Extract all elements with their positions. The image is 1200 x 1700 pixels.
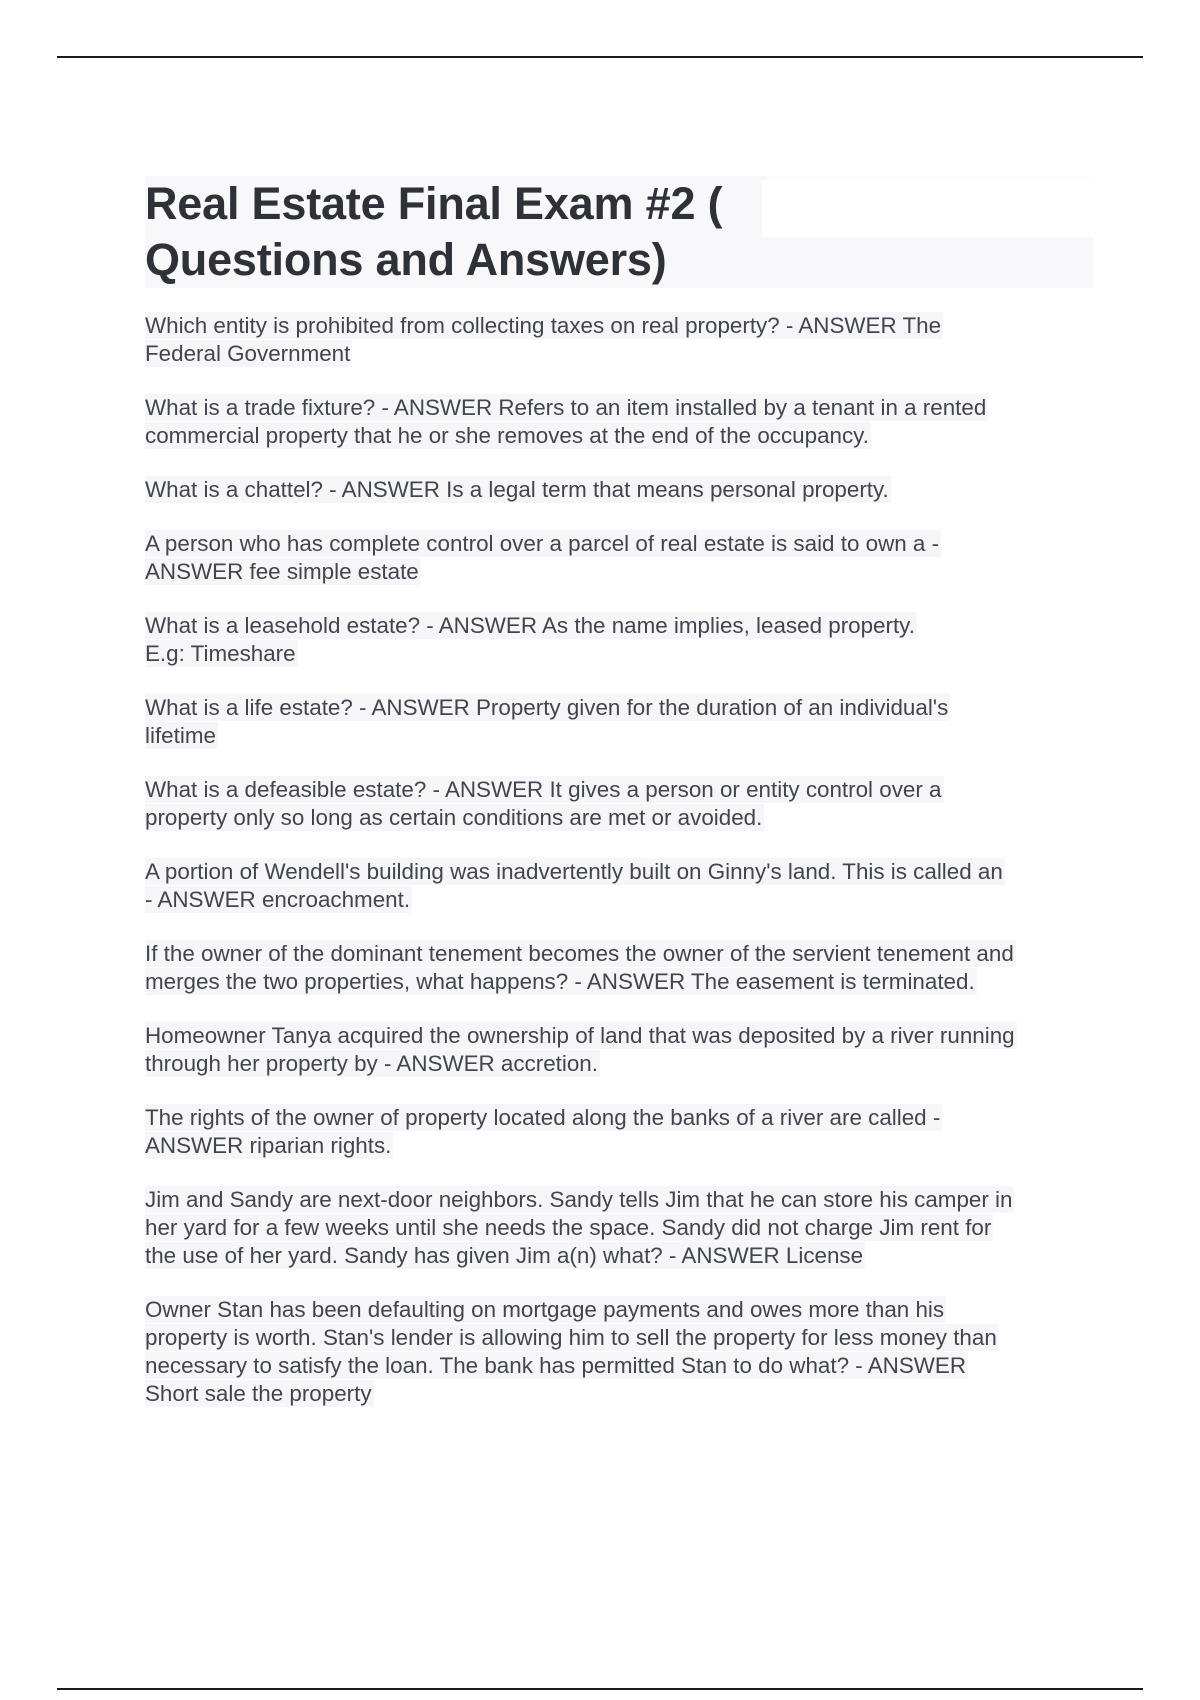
qa-line-row — [145, 1324, 1095, 1352]
qa-line-row — [145, 558, 1095, 586]
title-line-1: Real Estate Final Exam #2 ( — [145, 176, 1090, 232]
qa-line-row — [145, 312, 1095, 340]
qa-text-line: commercial property that he or she removes at the end of the occupancy. — [145, 423, 869, 448]
qa-text-line: the use of her yard. Sandy has given Jim a(n) what? - ANSWER License — [145, 1243, 864, 1268]
qa-text-line: ANSWER fee simple estate — [145, 559, 419, 584]
qa-text-line: ANSWER riparian rights. — [145, 1133, 392, 1158]
qa-line-row — [145, 968, 1095, 996]
qa-item — [145, 394, 1095, 450]
qa-text-line: What is a chattel? - ANSWER Is a legal term that means personal property. — [145, 477, 889, 502]
qa-line-row — [145, 612, 1095, 640]
qa-line-row — [145, 886, 1095, 914]
qa-line-row — [145, 1380, 1095, 1408]
qa-line-row — [145, 858, 1095, 886]
qa-text-line: A portion of Wendell's building was inadvertently built on Ginny's land. This is called an — [145, 859, 1003, 884]
qa-text-line: her yard for a few weeks until she needs the space. Sandy did not charge Jim rent for — [145, 1215, 992, 1240]
title-redaction — [762, 180, 1094, 237]
title-line-2: Questions and Answers) — [145, 232, 1093, 288]
qa-line-row — [145, 340, 1095, 368]
qa-line-row — [145, 422, 1095, 450]
qa-text-line: property only so long as certain conditions are met or avoided. — [145, 805, 763, 830]
qa-item — [145, 776, 1095, 832]
qa-item — [145, 612, 1095, 668]
qa-line-row — [145, 722, 1095, 750]
qa-text-line: through her property by - ANSWER accretion. — [145, 1051, 598, 1076]
qa-text-line: The rights of the owner of property located along the banks of a river are called - — [145, 1105, 941, 1130]
qa-line-row — [145, 1104, 1095, 1132]
qa-line-row — [145, 1242, 1095, 1270]
qa-text-line: What is a leasehold estate? - ANSWER As the name implies, leased property. — [145, 613, 915, 638]
qa-line-row — [145, 1214, 1095, 1242]
qa-text-line: Homeowner Tanya acquired the ownership of land that was deposited by a river running — [145, 1023, 1015, 1048]
document-title — [145, 176, 1093, 288]
qa-line-row — [145, 1050, 1095, 1078]
qa-line-row — [145, 694, 1095, 722]
qa-text-line: Short sale the property — [145, 1381, 372, 1406]
qa-text-line: What is a trade fixture? - ANSWER Refers to an item installed by a tenant in a rented — [145, 395, 987, 420]
qa-line-row — [145, 640, 1095, 668]
qa-line-row — [145, 1132, 1095, 1160]
qa-text-line: Which entity is prohibited from collecting taxes on real property? - ANSWER The — [145, 313, 942, 338]
qa-text-line: property is worth. Stan's lender is allowing him to sell the property for less money than — [145, 1325, 997, 1350]
qa-line-row — [145, 1352, 1095, 1380]
top-rule — [57, 56, 1143, 58]
qa-line-row — [145, 776, 1095, 804]
bottom-rule — [57, 1688, 1143, 1690]
qa-text-line: If the owner of the dominant tenement becomes the owner of the servient tenement and — [145, 941, 1014, 966]
qa-line-row — [145, 476, 1095, 504]
qa-item — [145, 940, 1095, 996]
qa-line-row — [145, 940, 1095, 968]
qa-item — [145, 530, 1095, 586]
qa-text-line: - ANSWER encroachment. — [145, 887, 411, 912]
qa-line-row — [145, 394, 1095, 422]
qa-item — [145, 694, 1095, 750]
qa-item — [145, 858, 1095, 914]
qa-item — [145, 1296, 1095, 1408]
qa-text-line: Federal Government — [145, 341, 351, 366]
qa-text-line: Owner Stan has been defaulting on mortgage payments and owes more than his — [145, 1297, 945, 1322]
qa-list — [145, 312, 1095, 1408]
qa-text-line: What is a life estate? - ANSWER Property given for the duration of an individual's — [145, 695, 949, 720]
qa-item — [145, 1022, 1095, 1078]
qa-text-line: merges the two properties, what happens? - ANSWER The easement is terminated. — [145, 969, 975, 994]
qa-text-line: A person who has complete control over a parcel of real estate is said to own a - — [145, 531, 940, 556]
document-body — [145, 176, 1095, 1434]
qa-text-line: necessary to satisfy the loan. The bank has permitted Stan to do what? - ANSWER — [145, 1353, 966, 1378]
qa-text-line: Jim and Sandy are next-door neighbors. Sandy tells Jim that he can store his camper in — [145, 1187, 1013, 1212]
qa-text-line: What is a defeasible estate? - ANSWER It gives a person or entity control over a — [145, 777, 942, 802]
qa-item — [145, 312, 1095, 368]
qa-line-row — [145, 804, 1095, 832]
qa-line-row — [145, 530, 1095, 558]
qa-text-line: lifetime — [145, 723, 216, 748]
qa-line-row — [145, 1022, 1095, 1050]
qa-item — [145, 1186, 1095, 1270]
qa-item — [145, 476, 1095, 504]
qa-item — [145, 1104, 1095, 1160]
qa-line-row — [145, 1186, 1095, 1214]
qa-line-row — [145, 1296, 1095, 1324]
qa-text-line: E.g: Timeshare — [145, 641, 296, 666]
